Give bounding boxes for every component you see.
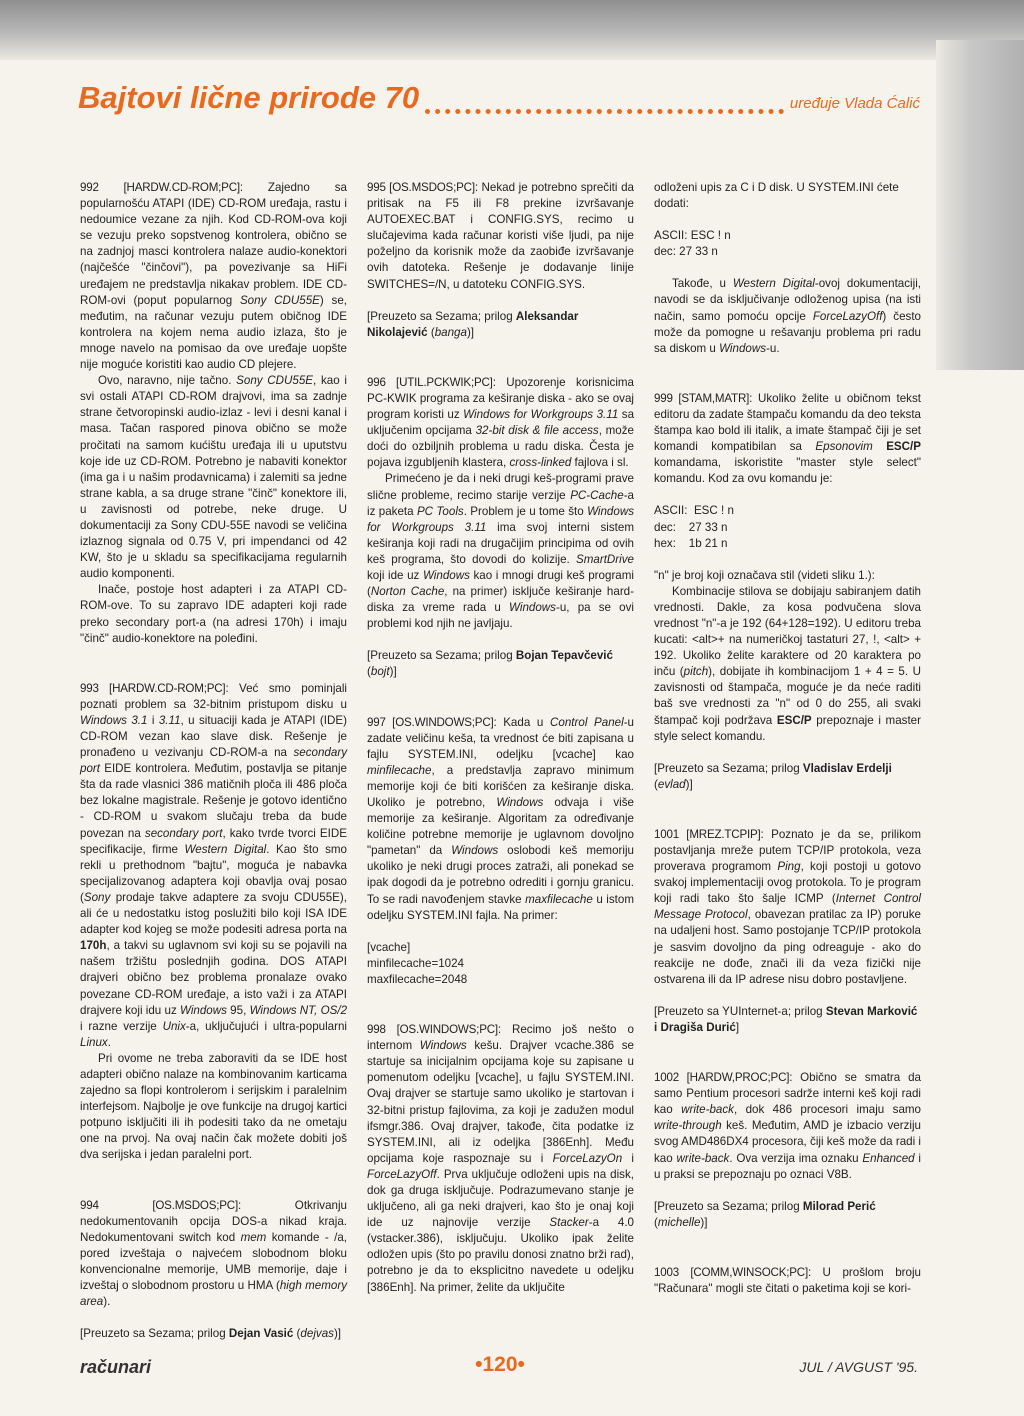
code-line: hex: 1b 21 n bbox=[654, 536, 728, 550]
entry-1001: 1001 [MREZ.TCPIP]: Poznato je da se, prilikom postavljanja mreže putem TCP/IP protokola, veza proverava programom Ping, koji postoji u gotovo svakoj implementaciji ovog protokola. To je program koji radi tako što šalje ICMP (Internet Control Message Protocol, obavezan pratilac za IP) poruke na udaljeni host. Samo postojanje TCP/IP protokola je sasvim dovoljno da ping odreaguje - ako do reakcije ne dođe, znači ili da veza fizički nije ostvarena ili da IP adrese nisu dobro postavljene. bbox=[654, 827, 922, 986]
page-footer bbox=[80, 1355, 918, 1385]
entry-993-paragraph: Pri ovome ne treba zaboraviti da se IDE host adapteri obično nalaze na kombinovanim karticama zajedno sa flopi kontrolerom i serijskim i paralelnim interfejsom. Najbolje je ove funkcije na drugoj kartici potpuno isključiti ili ih podesiti tako da ne ometaju one na prvoj. Na ovaj način čak možete dobiti još dva serijska i jedan paralelni port. bbox=[80, 1051, 347, 1162]
entry-993: 993 [HARDW.CD-ROM;PC]: Već smo pominjali poznati problem sa 32-bitnim pristupom disku u Windows 3.1 i 3.11, u situaciji kada je ATAPI (IDE) CD-ROM vezan kao slave disk. Rešenje je pronađeno u vezivanju CD-ROM-a na secondary port EIDE kontrolera. Međutim, postavlja se pitanje šta da rade vlasnici 386 matičnih ploča ili 486 ploča bez lokalne magistrale. Rešenje je gotovo identično - CD-ROM u svakom slučaju treba da bude povezan na secondary port, kako tvrde tvorci EIDE specifikacije, firme Western Digital. Kao što smo rekli u prethodnom "bajtu", moguća je nabavka specijalizovanog adaptera koji obavlja ovaj posao (Sony prodaje takve adaptere za svoju CDU55E), ali će u nedostatku istog poslužiti bilo koji ISA IDE adapter kod kojeg se može podesiti adresa porta na 170h, a takvi su uglavnom svi koji su se pojavili na našem tržištu poslednjih godina. DOS ATAPI drajveri obično bez problema pronalaze ovako povezane CD-ROM uređaje, a isto važi i za ATAPI drajvere koji idu uz Windows 95, Windows NT, OS/2 i razne verzije Unix-a, uključujući i ultra-popularni Linux. bbox=[80, 681, 348, 1049]
credit-1002: [Preuzeto sa Sezama; prilog Milorad Perić (michelle)] bbox=[654, 1199, 876, 1229]
code-line: dec: 27 33 n bbox=[654, 520, 728, 534]
credit-994: [Preuzeto sa Sezama; prilog Dejan Vasić (dejvas)] bbox=[80, 1327, 342, 1341]
code-line: minfilecache=1024 bbox=[367, 956, 465, 970]
issue-date: JUL / AVGUST '95. bbox=[799, 1359, 918, 1375]
entry-999: 999 [STAM,MATR]: Ukoliko želite u običnom tekst editoru da zadate štampaču komandu da deo teksta štampa kao bold ili italik, a imate štampač čiji je set komandi kompatibilan sa Epsonovim ESC/P komandama, iskoristite "master style select" komandu. Kod za ovu komandu je: bbox=[654, 391, 921, 486]
text-column-1 bbox=[80, 180, 347, 1342]
credit-1001: [Preuzeto sa YUInternet-a; prilog Stevan Marković i Dragiša Durić] bbox=[654, 1004, 918, 1034]
entry-995: 995 [OS.MSDOS;PC]: Nekad je potrebno sprečiti da pritisak na F5 ili F8 prekine izvršavanje AUTOEXEC.BAT i CONFIG.SYS, recimo u slučajevima kada računar koristi više ljudi, pa nije poželjno da korisnik može da zaobiđe izvršavanje ovih datoteka. Rešenje je dodavanje linije SWITCHES=/N, u datoteku CONFIG.SYS. bbox=[367, 181, 635, 291]
entry-994: 994 [OS.MSDOS;PC]: Otkrivanju nedokumentovanih opcija DOS-a nikad kraja. Nedokumentovani switch kod mem komande - /a, pored izveštaja o najvećem slobodnom bloku konvencionalne memorije, UMB memorije, daje i izveštaj o slobodnom prostoru u HMA (high memory area). bbox=[80, 1198, 347, 1309]
entry-999-paragraph: Kombinacije stilova se dobijaju sabiranjem datih vrednosti. Dakle, za kosa podvučena slova vrednost "n"-a je 192 (64+128=192). U editoru treba kucati: <alt>+ na numeričkoj tastaturi 27, !, <alt> + 192. Ukoliko želite karaktere od 20 karaktera po inču (pitch), dobijate ih kombinacijom 1 + 4 = 5. U zavisnosti od štampača, moguće je da neće raditi baš sve vrednosti za "n" od 0 do 255, ali svaki štampač koji podržava ESC/P prepoznaje i master style select komandu. bbox=[654, 584, 922, 743]
entry-996: 996 [UTIL.PCKWIK;PC]: Upozorenje korisnicima PC-KWIK programa za keširanje diska - ako se ovaj program koristi uz Windows for Workgroups 3.11 sa uključenim opcijama 32-bit disk & file access, može doći do ozbiljnih problema u radu diska. Česta je pojava izgubljenih klastera, cross-linked fajlova i sl. bbox=[367, 375, 635, 470]
column-title: Bajtovi lične prirode 70 bbox=[78, 80, 420, 115]
dotted-leader bbox=[425, 109, 784, 114]
entry-996-paragraph: Primećeno je da i neki drugi keš-programi prave slične probleme, recimo starije verzije PC-Cache-a iz paketa PC Tools. Problem je u tome što Windows for Workgroups 3.11 ima svoj interni sistem keširanja koji radi na drugačijim principima od ovih keš programa, što dovodi do kolizije. SmartDrive koji ide uz Windows kao i mnogi drugi keš programi (Norton Cache, na primer) isključe keširanje hard-diska za vreme rada u Windows-u, pa se ovi problemi kod njih ne javljaju. bbox=[367, 472, 634, 631]
page-number: •120• bbox=[475, 1353, 525, 1376]
entry-992: 992 [HARDW.CD-ROM;PC]: Zajedno sa popularnošću ATAPI (IDE) CD-ROM uređaja, rastu i nedoumice vezane za njih. Kod CD-ROM-ova koji se vezuju preko sopstvenog kontrolera, obično se na zadnjoj masci kontrolera nalaze audio-konektori (najčešće "činčovi"), pa povezivanje sa HiFi uređajem ne predstavlja nikakav problem. IDE CD-ROM-ovi (poput popularnog Sony CDU55E) se, međutim, na računar vezuju putem običnog IDE kontrolera na kojem nema audio izlaza, što je mnoge navelo na pomisao da ove uređaje uopšte nije moguće koristiti kao audio CD plejere. bbox=[80, 181, 348, 372]
entry-992-paragraph: Inače, postoje host adapteri i za ATAPI CD-ROM-ove. To su zapravo IDE adapteri koji rade preko secondary port-a (na adresi 170h) i imaju "činč" audio-konektore na poleđini. bbox=[80, 583, 347, 645]
magazine-name: računari bbox=[80, 1357, 152, 1377]
entry-998: 998 [OS.WINDOWS;PC]: Recimo još nešto o internom Windows kešu. Drajver vcache.386 se startuje sa inicijalnim opcijama koje su zapisane u pomenutom odeljku [vcache], u fajlu SYSTEM.INI. Ovaj drajver se startuje samo ukoliko je startovan i 32-bitni pristup fajlovima, za koji je zadužen modul ifsmgr.386. Ovaj drajver, takođe, čita podatke iz SYSTEM.INI, ali iz odeljka [386Enh]. Među opcijama koje raspoznaje su i ForceLazyOn i ForceLazyOff. Prva uključuje odloženi upis na disk, dok ga druga isključuje. Podrazumevano stanje je uključeno, ali ga neki drajveri, kao što je onaj koji ide uz najnovije verzije Stacker-a 4.0 (vstacker.386), isključuju. Ukoliko ipak želite odložen upis (što po pravilu donosi znatno brži rad), potrebno je da to eksplicitno navedete u odeljku [386Enh]. Na primer, želite da uključite bbox=[367, 1023, 635, 1294]
entry-992-paragraph: Ovo, naravno, nije tačno. Sony CDU55E, kao i svi ostali ATAPI CD-ROM drajvovi, ima sa zadnje strane četvoropinski audio-izlaz - levi i desni kanal i masa. Tačan raspored pinova obično se može pročitati na samom kućištu uređaja ili u uputstvu koje ide uz CD-ROM. Potrebno je nabaviti konektor (ima ga i u našim prodavnicama) i zalemiti sa jedne strane kabla, a sa druge strane "činč" konektore ili, u zavisnosti od potrebe, neke druge. U dokumentaciji za Sony CDU-55E navodi se veličina izlaznog signala od 0.75 V, pri impendanci od 42 KW, što je u skladu sa specifikacijama regularnih audio komponenti. bbox=[80, 374, 347, 581]
page-header bbox=[78, 80, 920, 130]
text-column-2 bbox=[367, 180, 634, 1296]
top-banner bbox=[0, 0, 1024, 60]
code-line: dec: 27 33 n bbox=[654, 245, 718, 259]
credit-995: [Preuzeto sa Sezama; prilog Aleksandar Nikolajević (banga)] bbox=[367, 309, 579, 339]
code-line: maxfilecache=2048 bbox=[367, 972, 468, 986]
text-column-3 bbox=[654, 180, 921, 1297]
credit-999: [Preuzeto sa Sezama; prilog Vladislav Erdelji (evlad)] bbox=[654, 761, 892, 791]
code-line: [vcache] bbox=[367, 940, 411, 954]
credit-996: [Preuzeto sa Sezama; prilog Bojan Tepavčević (bojt)] bbox=[367, 649, 613, 679]
entry-1002: 1002 [HARDW,PROC;PC]: Obično se smatra da samo Pentium procesori sadrže interni keš koji radi kao write-back, dok 486 procesori imaju samo write-through keš. Međutim, AMD je izbacio verziju svog AMD486DX4 procesora, čiji keš može da radi i kao write-back. Ova verzija ima oznaku Enhanced i u praksi se prepoznaju po oznaci V8B. bbox=[654, 1071, 921, 1181]
entry-997: 997 [OS.WINDOWS;PC]: Kada u Control Panel-u zadate veličinu keša, ta vrednost će biti zapisana u fajlu SYSTEM.INI, odeljku [vcache] kao minfilecache, a predstavlja zapravo minimum memorije koji će biti korišćen za keširanje diska. Ukoliko je potrebno, Windows odvaja i više memorije za keširanje. Algoritam za određivanje količine potrebne memorije je uglavnom dovoljno "pametan" da Windows oslobodi keš memoriju ukoliko je neki drugi proces zatraži, ali ponekad se ipak dogodi da je potrebno odrediti i gornju granicu. To se radi navođenjem stavke maxfilecache u istom odeljku SYSTEM.INI fajla. Na primer: bbox=[367, 715, 634, 922]
entry-998-paragraph: Takođe, u Western Digital-ovoj dokumentaciji, navodi se da isključivanje odloženog upisa (na isti način, samo pomoću opcije ForceLazyOff) često može da pomogne u rešavanju problema pri radu sa diskom u Windows-u. bbox=[654, 277, 921, 355]
column-editor: uređuje Vlada Ćalić bbox=[789, 95, 920, 112]
right-banner bbox=[936, 40, 1024, 370]
entry-998-continued: odloženi upis za C i D disk. U SYSTEM.INI ćete dodati: bbox=[654, 181, 899, 211]
entry-1003: 1003 [COMM,WINSOCK;PC]: U prošlom broju "Računara" mogli ste čitati o paketima koji se kori- bbox=[654, 1265, 921, 1295]
entry-999-paragraph: "n" je broj koji označava stil (videti sliku 1.): bbox=[654, 568, 875, 582]
code-line: ASCII: ESC ! n bbox=[654, 504, 734, 518]
code-line: ASCII: ESC ! n bbox=[654, 229, 731, 243]
